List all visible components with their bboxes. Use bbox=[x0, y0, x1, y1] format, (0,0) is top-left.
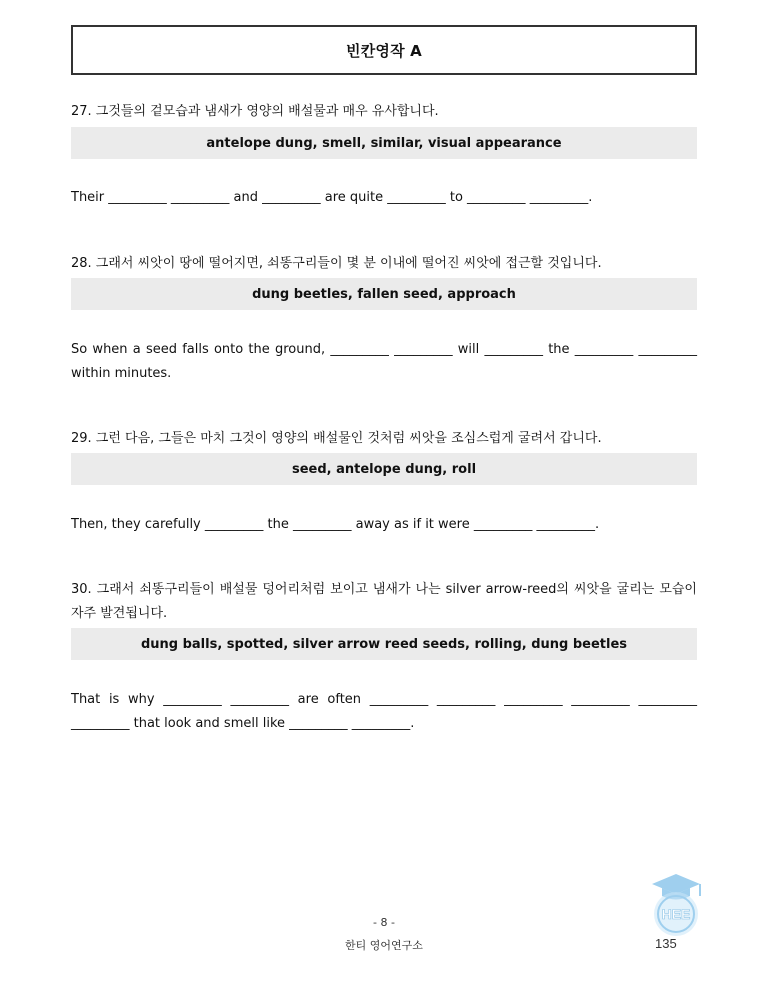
book-page-number: 135 bbox=[655, 936, 677, 951]
hee-logo bbox=[640, 870, 712, 942]
question-27-sentence: Their _________ _________ and _________ are quite _________ to _________ _________. bbox=[71, 190, 593, 205]
organization-name: 한티 영어연구소 bbox=[345, 939, 423, 952]
question-30-sentence: That is why _________ _________ are often _________ _________ _________ _________ _________ _________ that look and smell like _________ _________. bbox=[71, 692, 697, 731]
question-28-keywords: dung beetles, fallen seed, approach bbox=[71, 278, 697, 310]
question-30-keywords: dung balls, spotted, silver arrow reed seeds, rolling, dung beetles bbox=[71, 628, 697, 660]
question-28-korean: 28. 그래서 씨앗이 땅에 떨어지면, 쇠똥구리들이 몇 분 이내에 떨어진 씨앗에 접근할 것입니다. bbox=[71, 256, 602, 271]
question-28-sentence: So when a seed falls onto the ground, _________ _________ will _________ the _________ _________ within minutes. bbox=[71, 342, 697, 381]
question-30-korean: 30. 그래서 쇠똥구리들이 배설물 덩어리처럼 보이고 냄새가 나는 silver arrow-reed의 씨앗을 굴리는 모습이 자주 발견됩니다. bbox=[71, 582, 697, 621]
page-number: - 8 - bbox=[373, 916, 395, 929]
title-box bbox=[71, 25, 697, 75]
logo-text: HEE bbox=[661, 906, 691, 922]
question-27-korean: 27. 그것들의 겉모습과 냄새가 영양의 배설물과 매우 유사합니다. bbox=[71, 104, 439, 119]
page-title: 빈칸영작 A bbox=[346, 41, 422, 60]
question-29-sentence: Then, they carefully _________ the _________ away as if it were _________ _________. bbox=[71, 517, 600, 532]
question-27-keywords: antelope dung, smell, similar, visual appearance bbox=[71, 127, 697, 159]
question-29-korean: 29. 그런 다음, 그들은 마치 그것이 영양의 배설물인 것처럼 씨앗을 조심스럽게 굴려서 갑니다. bbox=[71, 431, 602, 446]
question-29-keywords: seed, antelope dung, roll bbox=[71, 453, 697, 485]
